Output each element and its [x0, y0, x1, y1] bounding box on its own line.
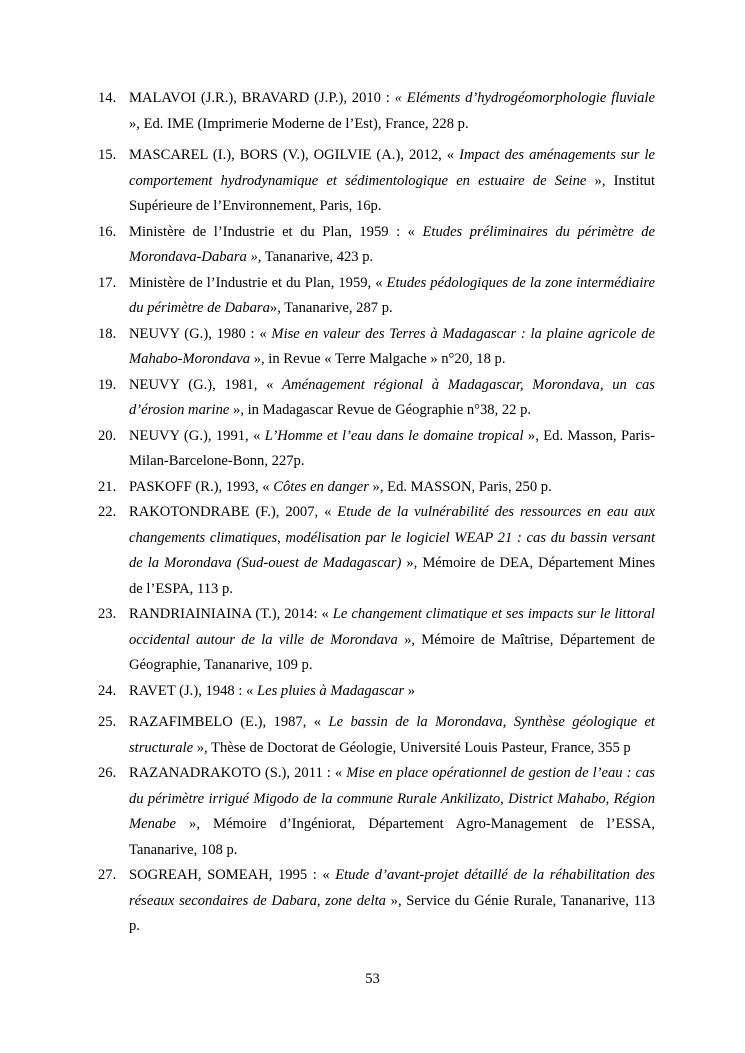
- reference-title: L’Homme et l’eau dans le domaine tropical: [264, 427, 524, 444]
- reference-item: [0, 761, 655, 863]
- reference-title: Mise en place opérationnel de gestion de l’eau : cas du périmètre irrigué Migodo de la commune Rurale Ankilizato, District Mahabo, Région Menabe: [129, 765, 655, 832]
- reference-number: 23.: [98, 606, 117, 622]
- reference-item: [0, 271, 655, 322]
- reference-list: [0, 86, 745, 940]
- reference-details: », Ed. IME (Imprimerie Moderne de l’Est), France, 228 p.: [129, 115, 469, 132]
- reference-item: [0, 373, 655, 424]
- reference-item: [0, 602, 655, 679]
- reference-authors: MASCAREL (I.), BORS (V.), OGILVIE (A.), 2012, «: [129, 147, 460, 163]
- reference-details: », in Madagascar Revue de Géographie n°38, 22 p.: [229, 402, 532, 418]
- reference-item: [0, 475, 655, 501]
- reference-details: Tananarive, 423 p.: [261, 249, 374, 265]
- reference-authors: RANDRIAINIAINA (T.), 2014: «: [129, 606, 333, 622]
- reference-authors: Ministère de l’Industrie et du Plan, 1959 : «: [129, 223, 423, 240]
- reference-authors: Ministère de l’Industrie et du Plan, 1959, «: [129, 274, 387, 291]
- reference-number: 20.: [98, 427, 117, 444]
- reference-details: », Ed. Masson, Paris-Milan-Barcelone-Bonn, 227p.: [129, 427, 656, 469]
- reference-details: », Mémoire de Maîtrise, Département de Géographie, Tananarive, 109 p.: [129, 631, 656, 673]
- reference-number: 15.: [98, 147, 117, 163]
- reference-item: [0, 322, 655, 373]
- reference-number: 26.: [98, 765, 117, 781]
- reference-title: Le changement climatique et ses impacts sur le littoral occidental autour de la ville de Morondava: [129, 606, 655, 648]
- reference-item: [0, 220, 655, 271]
- reference-authors: PASKOFF (R.), 1993, «: [129, 478, 274, 495]
- page-number: 53: [365, 971, 380, 987]
- reference-details: », Mémoire de DEA, Département Mines de l’ESPA, 113 p.: [129, 555, 655, 597]
- reference-title: Etudes préliminaires du périmètre de Morondava-Dabara »,: [129, 223, 655, 265]
- reference-authors: RAKOTONDRABE (F.), 2007, «: [129, 504, 338, 520]
- reference-authors: RAZAFIMBELO (E.), 1987, «: [129, 714, 329, 730]
- reference-number: 25.: [98, 714, 117, 730]
- reference-title: Mise en valeur des Terres à Madagascar : la plaine agricole de Mahabo-Morondava: [129, 325, 655, 367]
- reference-item: [0, 424, 655, 475]
- reference-authors: NEUVY (G.), 1981, «: [129, 376, 283, 393]
- reference-title: Etude d’avant-projet détaillé de la réhabilitation des réseaux secondaires de Dabara, zone delta: [129, 867, 655, 909]
- reference-item: [0, 143, 655, 220]
- reference-title: Impact des aménagements sur le comportement hydrodynamique et sédimentologique en estuaire de Seine: [129, 147, 655, 189]
- reference-title: Etude de la vulnérabilité des ressources en eau aux changements climatiques, modélisation par le logiciel WEAP 21 : cas du bassin versant de la Morondava (Sud-ouest de Madagascar): [129, 504, 655, 571]
- reference-item: [0, 500, 655, 602]
- reference-number: 27.: [98, 867, 117, 883]
- reference-title: Aménagement régional à Madagascar, Morondava, un cas d’érosion marine: [129, 376, 655, 418]
- reference-item: [0, 710, 655, 761]
- reference-title: Etudes pédologiques de la zone intermédiaire du périmètre de Dabara: [129, 274, 655, 316]
- reference-details: », Service du Génie Rurale, Tananarive, 113 p.: [129, 892, 655, 934]
- reference-authors: SOGREAH, SOMEAH, 1995 : «: [129, 867, 336, 883]
- reference-number: 21.: [98, 478, 117, 495]
- reference-details: », Mémoire d’Ingéniorat, Département Agro-Management de l’ESSA, Tananarive, 108 p.: [129, 816, 655, 858]
- reference-number: 17.: [98, 274, 117, 291]
- reference-details: », in Revue « Terre Malgache » n°20, 18 p.: [250, 351, 506, 367]
- reference-authors: RAVET (J.), 1948 : «: [129, 682, 257, 699]
- reference-number: 22.: [98, 504, 117, 520]
- reference-details: », Institut Supérieure de l’Environnement, Paris, 16p.: [129, 172, 656, 214]
- reference-title: Le bassin de la Morondava, Synthèse géologique et structurale: [129, 714, 655, 756]
- reference-title: Côtes en danger: [273, 478, 369, 495]
- reference-item: [0, 863, 655, 940]
- reference-details: », Thèse de Doctorat de Géologie, Université Louis Pasteur, France, 355 p: [193, 739, 631, 756]
- reference-number: 24.: [98, 682, 117, 699]
- reference-authors: NEUVY (G.), 1980 : «: [129, 325, 272, 342]
- reference-item: [0, 679, 655, 705]
- reference-details: », Tananarive, 287 p.: [269, 300, 393, 316]
- reference-authors: MALAVOI (J.R.), BRAVARD (J.P.), 2010 :: [129, 90, 395, 106]
- reference-number: 16.: [98, 223, 117, 240]
- reference-authors: NEUVY (G.), 1991, «: [129, 427, 265, 444]
- reference-number: 19.: [98, 376, 117, 393]
- reference-details: »: [404, 682, 416, 699]
- reference-details: », Ed. MASSON, Paris, 250 p.: [368, 478, 552, 495]
- reference-authors: RAZANADRAKOTO (S.), 2011 : «: [129, 765, 347, 781]
- reference-item: [0, 86, 655, 137]
- reference-number: 18.: [98, 325, 117, 342]
- reference-title: Les pluies à Madagascar: [256, 682, 405, 699]
- reference-number: 14.: [98, 90, 117, 106]
- reference-title: « Eléments d’hydrogéomorphologie fluviale: [394, 90, 655, 106]
